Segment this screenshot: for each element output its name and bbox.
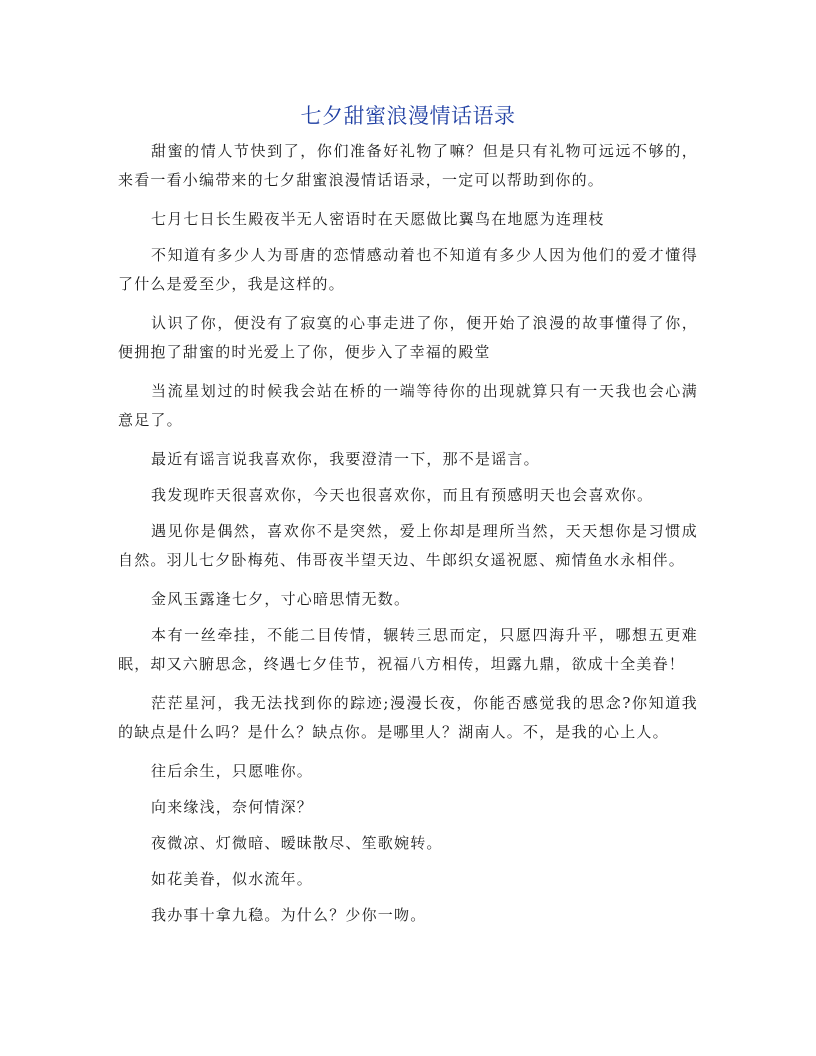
paragraph: 当流星划过的时候我会站在桥的一端等待你的出现就算只有一天我也会心满意足了。 <box>118 382 698 429</box>
paragraph: 我办事十拿九稳。为什么？少你一吻。 <box>151 906 427 924</box>
paragraph: 如花美眷，似水流年。 <box>151 870 314 888</box>
paragraph: 往后余生，只愿唯你。 <box>151 762 314 780</box>
document-body <box>118 137 698 937</box>
paragraph: 最近有谣言说我喜欢你，我要澄清一下，那不是谣言。 <box>151 450 540 468</box>
paragraph: 向来缘浅，奈何情深？ <box>151 798 314 816</box>
paragraph: 我发现昨天很喜欢你，今天也很喜欢你，而且有预感明天也会喜欢你。 <box>151 486 654 504</box>
paragraph: 茫茫星河，我无法找到你的踪迹;漫漫长夜，你能否感觉我的思念?你知道我的缺点是什么吗？是什么？缺点你。是哪里人？湖南人。不，是我的心上人。 <box>118 694 698 741</box>
document-title: 七夕甜蜜浪漫情话语录 <box>300 104 516 128</box>
paragraph: 认识了你，便没有了寂寞的心事走进了你，便开始了浪漫的故事懂得了你，便拥抱了甜蜜的时光爱上了你，便步入了幸福的殿堂 <box>118 314 698 361</box>
paragraph: 七月七日长生殿夜半无人密语时在天愿做比翼鸟在地愿为连理枝 <box>151 210 605 228</box>
paragraph: 不知道有多少人为哥唐的恋情感动着也不知道有多少人因为他们的爱才懂得了什么是爱至少，我是这样的。 <box>118 246 698 293</box>
paragraph-intro: 甜蜜的情人节快到了，你们准备好礼物了嘛？但是只有礼物可远远不够的，来看一看小编带来的七夕甜蜜浪漫情话语录，一定可以帮助到你的。 <box>118 142 698 189</box>
paragraph: 遇见你是偶然，喜欢你不是突然，爱上你却是理所当然，天天想你是习惯成自然。羽儿七夕卧梅苑、伟哥夜半望天边、牛郎织女遥祝愿、痴情鱼水永相伴。 <box>118 522 698 569</box>
paragraph: 夜微凉、灯微暗、暧昧散尽、笙歌婉转。 <box>151 834 443 852</box>
paragraph: 金风玉露逢七夕，寸心暗思情无数。 <box>151 590 411 608</box>
paragraph: 本有一丝牵挂，不能二目传情，辗转三思而定，只愿四海升平，哪想五更难眠，却又六腑思念，终遇七夕佳节，祝福八方相传，坦露九鼎，欲成十全美眷！ <box>118 626 698 673</box>
